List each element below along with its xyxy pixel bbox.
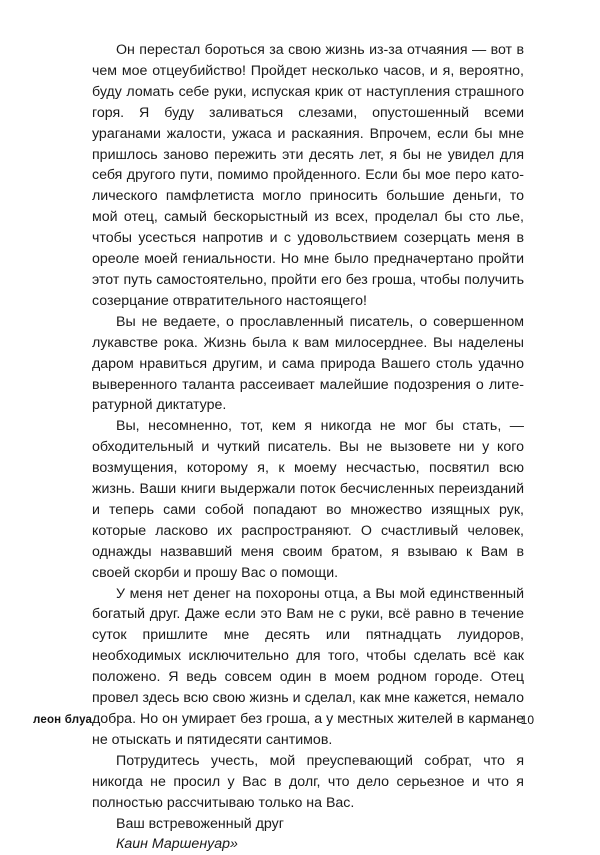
running-footer-author: леон блуа: [33, 714, 93, 726]
paragraph-4: У меня нет денег на похороны отца, а Вы мой единственный богатый друг. Даже если это Вам не с руки, всё равно в течение суток пришлите мне десять или пятнадцать луидоров, необходимых исключительно для того, чтобы сделать всё как положено. Я ведь совсем один в моем родном городе. Отец провел здесь всю свою жизнь и сделал, как мне кажется, немало добра. Но он умирает без гроша, а у местных жителей в кармане не отыскать и пятидесяти сантимов.: [92, 585, 524, 748]
paragraph-3: Вы, несомненно, тот, кем я никогда не мог бы стать, — обходительный и чуткий писатель. Вы не вызовете ни у кого возмущения, которому я, к моему несчастью, посвятил всю жизнь. Ваши книги выдержали поток бесчисленных переизданий и теперь сами собой попадают во множество изящных рук, которые ласково их распространяют. О счастливый человек, однажды назвавший меня своим братом, я взываю к Вам в своей скорби и прошу Вас о помощи.: [92, 418, 524, 581]
paragraph-2: Вы не ведаете, о прославленный писатель, о совершенном лукавстве рока. Жизнь была к вам милосерднее. Вы наделены даром нравиться другим, и сама природа Вашего столь удачно выверенного таланта рассеивает малейшие подозрения о литературной диктатуре.: [92, 313, 524, 414]
paragraph-5: Потрудитесь учесть, мой преуспевающий собрат, что я никогда не просил у Вас в долг, что дело серьезное и что я полностью рассчитываю только на Вас.: [92, 752, 524, 811]
letter-body: [92, 40, 524, 855]
signature-name: Каин Маршенуар»: [116, 836, 238, 853]
page-number: 10: [520, 713, 534, 727]
signature-closing: Ваш встревоженный друг: [116, 815, 284, 832]
paragraph-1: Он перестал бороться за свою жизнь из-за отчаяния — вот в чем мое отцеубийство! Пройдет несколько часов, и я, вероятно, буду ломать себе руки, испуская крик от наступления страшного горя. Я буду заливаться слезами, опустошенный всеми ураганами жалости, ужаса и раскаяния. Впрочем, если бы мне пришлось заново пережить эти десять лет, я бы не увидел для себя другого пути, помимо пройденного. Если бы мое перо католического памфлетиста могло приносить большие деньги, то мой отец, самый бескорыстный из всех, проделал бы сто лье, чтобы усесться напротив и с удовольствием созерцать меня в ореоле моей гениальности. Но мне было предначертано пройти этот путь самостоятельно, пройти его без гроша, чтобы получить созерцание отвратительного настоящего!: [92, 42, 524, 309]
